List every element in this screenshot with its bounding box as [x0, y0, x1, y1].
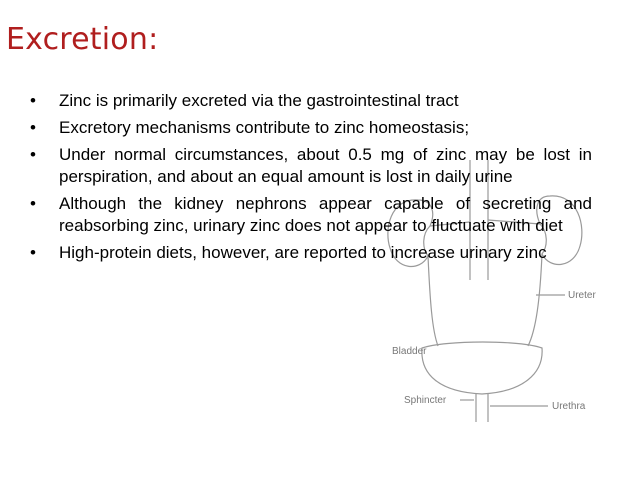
bullet-item: [30, 90, 592, 112]
bullet-text: Excretory mechanisms contribute to zinc homeostasis;: [59, 118, 470, 137]
bullet-list: [30, 90, 592, 269]
bullet-dot: •: [30, 243, 36, 262]
bullet-item: [30, 144, 592, 188]
bullet-text: Although the kidney nephrons appear capable of secreting and reabsorbing zinc, urinary zinc does not appear to fluctuate with diet: [59, 194, 592, 235]
bladder-shape: [422, 342, 542, 394]
urethra-label: Urethra: [552, 401, 586, 412]
bullet-text: Zinc is primarily excreted via the gastrointestinal tract: [59, 91, 459, 110]
urethra-shape: [476, 394, 488, 422]
bullet-item: [30, 117, 592, 139]
bullet-item: [30, 193, 592, 237]
left-ureter: [428, 256, 438, 346]
bullet-dot: •: [30, 194, 36, 213]
bullet-item: [30, 242, 592, 264]
bullet-dot: •: [30, 118, 36, 137]
bladder-label: Bladder: [392, 346, 427, 357]
slide-title: Excretion:: [6, 22, 159, 57]
bullet-text: High-protein diets, however, are reported to increase urinary zinc: [59, 243, 547, 262]
bullet-dot: •: [30, 145, 36, 164]
bullet-dot: •: [30, 91, 36, 110]
sphincter-label: Sphincter: [404, 395, 447, 406]
ureter-label: Ureter: [568, 290, 596, 301]
bullet-text: Under normal circumstances, about 0.5 mg of zinc may be lost in perspiration, and about an equal amount is lost in daily urine: [59, 145, 592, 186]
